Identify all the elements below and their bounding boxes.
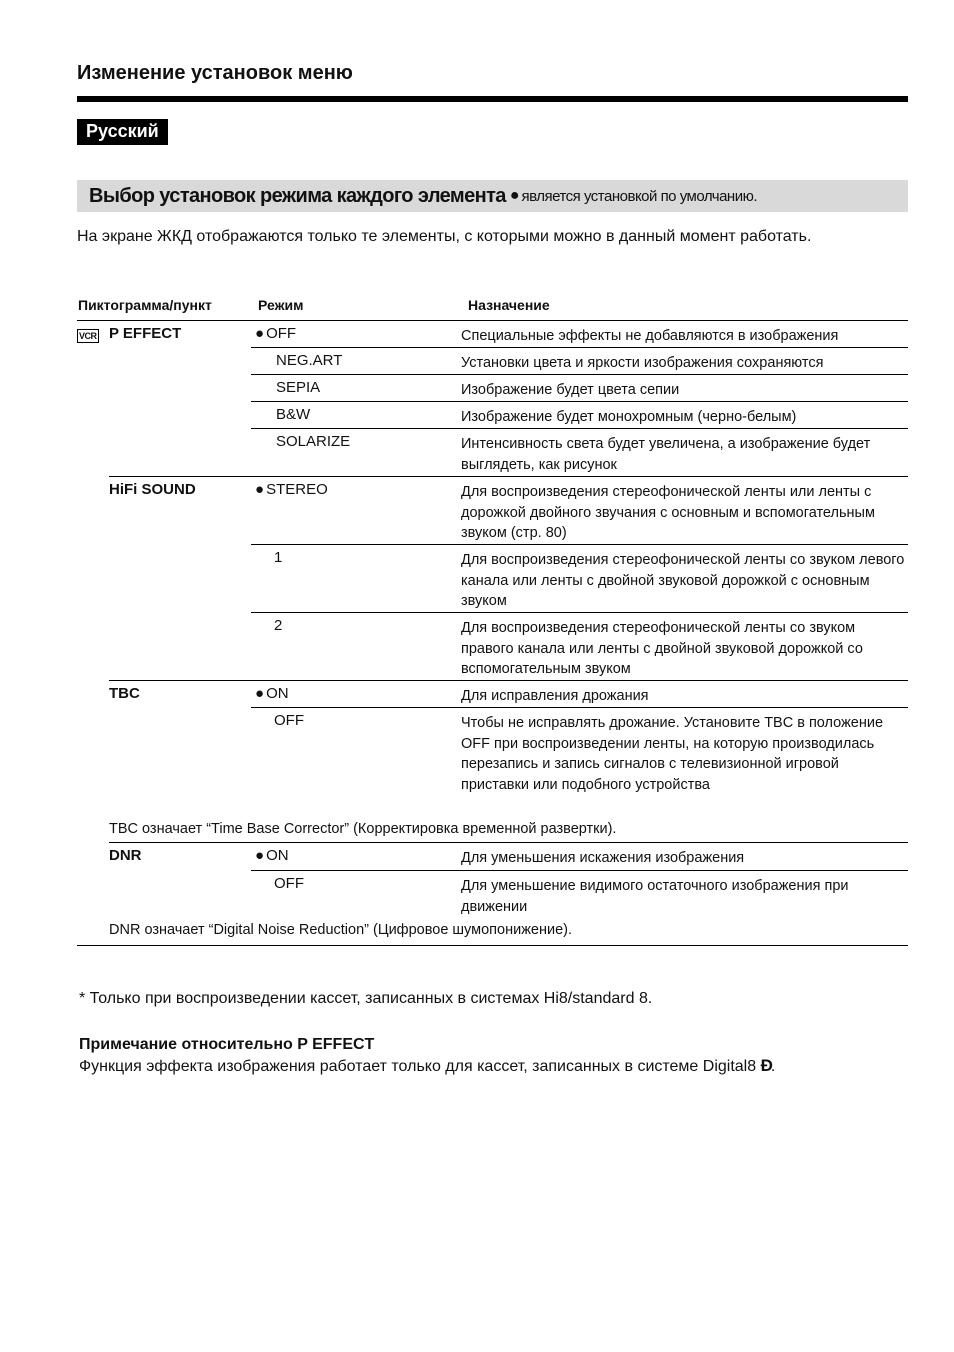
- desc-cell: Для воспроизведения стереофонической ленты со звуком правого канала или ленты с двойной звуковой дорожкой со вспомогательным звуком: [461, 620, 863, 677]
- icon-cell: [77, 321, 109, 348]
- mode-value: ON: [266, 685, 289, 702]
- intro-text: На экране ЖКД отображаются только те элементы, с которыми можно в данный момент работать.: [77, 228, 812, 245]
- desc-cell: Для воспроизведения стереофонической ленты или ленты с дорожкой двойного звучания с основным и вспомогательным звуком (стр. 80): [461, 484, 875, 541]
- table-row: [77, 613, 908, 681]
- mode-cell: 1: [274, 549, 283, 566]
- default-dot-icon: ●: [255, 325, 265, 342]
- desc-cell: Интенсивность света будет увеличена, а изображение будет выглядеть, как рисунок: [461, 436, 871, 473]
- header-item: Пиктограмма/пункт: [78, 297, 212, 313]
- default-note: является установкой по умолчанию.: [521, 187, 758, 205]
- mode-cell: [251, 321, 458, 348]
- tbc-note-text: TBC означает “Time Base Corrector” (Корректировка временной развертки).: [109, 821, 617, 837]
- mode-cell: NEG.ART: [276, 352, 343, 369]
- table-bottom-rule: [77, 945, 908, 946]
- settings-table: [77, 290, 908, 946]
- item-tbc: TBC: [109, 685, 140, 702]
- table-row: [77, 429, 908, 477]
- default-dot-icon: ●: [255, 685, 265, 702]
- mode-cell: SEPIA: [276, 379, 321, 396]
- table-row: [77, 375, 908, 402]
- desc-cell: Для уменьшение видимого остаточного изображения при движении: [461, 878, 849, 915]
- table-row: [77, 348, 908, 375]
- table-row: [77, 402, 908, 429]
- note-body: Функция эффекта изображения работает только для кассет, записанных в системе Digital8: [79, 1058, 757, 1075]
- mode-value: ON: [266, 847, 289, 864]
- mode-cell: SOLARIZE: [276, 433, 351, 450]
- mode-cell: B&W: [276, 406, 311, 423]
- note-text: [79, 1056, 775, 1076]
- note-title: Примечание относительно P EFFECT: [79, 1036, 375, 1053]
- table-row: [77, 477, 908, 545]
- desc-cell: Изображение будет монохромным (черно-белым): [461, 409, 797, 425]
- language-badge: Русский: [77, 119, 168, 145]
- section-heading: [77, 180, 908, 212]
- table-row: [77, 843, 908, 871]
- default-dot-icon: ●: [255, 481, 265, 498]
- table-header: [77, 290, 908, 321]
- title-rule: [77, 96, 908, 102]
- table-row: [77, 708, 908, 818]
- desc-cell: Чтобы не исправлять дрожание. Установите TBC в положение OFF при воспроизведении ленты, на которую производилась перезапись и запись сигналов с телевизионной игровой приставки или подобного устройства: [461, 715, 884, 793]
- footnote: * Только при воспроизведении кассет, записанных в системах Hi8/standard 8.: [79, 990, 653, 1007]
- mode-value: OFF: [266, 325, 297, 342]
- item-dnr: DNR: [109, 847, 142, 864]
- dnr-note-text: DNR означает “Digital Noise Reduction” (Цифровое шумопонижение).: [109, 922, 572, 938]
- mode-value: STEREO: [266, 481, 328, 498]
- table-row: [77, 545, 908, 613]
- page-title: Изменение установок меню: [77, 62, 353, 84]
- desc-cell: Для воспроизведения стереофонической ленты со звуком левого канала или ленты с двойной звуковой дорожкой с основным звуком: [461, 552, 905, 609]
- note-end: .: [770, 1058, 776, 1075]
- mode-cell: OFF: [274, 875, 304, 892]
- table-row: [77, 871, 908, 919]
- desc-cell: Изображение будет цвета сепии: [461, 382, 680, 398]
- dnr-note: [77, 919, 908, 946]
- tbc-note: [77, 818, 908, 843]
- mode-cell: OFF: [274, 712, 304, 729]
- desc-cell: Установки цвета и яркости изображения сохраняются: [461, 355, 824, 371]
- desc-cell: Специальные эффекты не добавляются в изображения: [461, 328, 839, 344]
- digital8-logo-icon: Ð: [760, 1056, 771, 1075]
- default-dot-icon: ●: [509, 187, 520, 204]
- header-purpose: Назначение: [468, 297, 550, 313]
- default-dot-icon: ●: [255, 847, 265, 864]
- section-title: Выбор установок режима каждого элемента: [89, 184, 506, 207]
- vcr-icon: VCR: [79, 331, 97, 341]
- header-mode: Режим: [258, 297, 304, 313]
- table-row: [77, 321, 908, 348]
- item-p-effect: P EFFECT: [109, 325, 182, 342]
- item-hifi-sound: HiFi SOUND: [109, 481, 196, 498]
- table-row: [77, 681, 908, 708]
- mode-cell: [251, 843, 458, 871]
- mode-cell: 2: [274, 617, 283, 634]
- mode-cell: [251, 681, 458, 708]
- mode-cell: [251, 477, 458, 545]
- desc-cell: Для исправления дрожания: [461, 688, 649, 704]
- desc-cell: Для уменьшения искажения изображения: [461, 850, 745, 866]
